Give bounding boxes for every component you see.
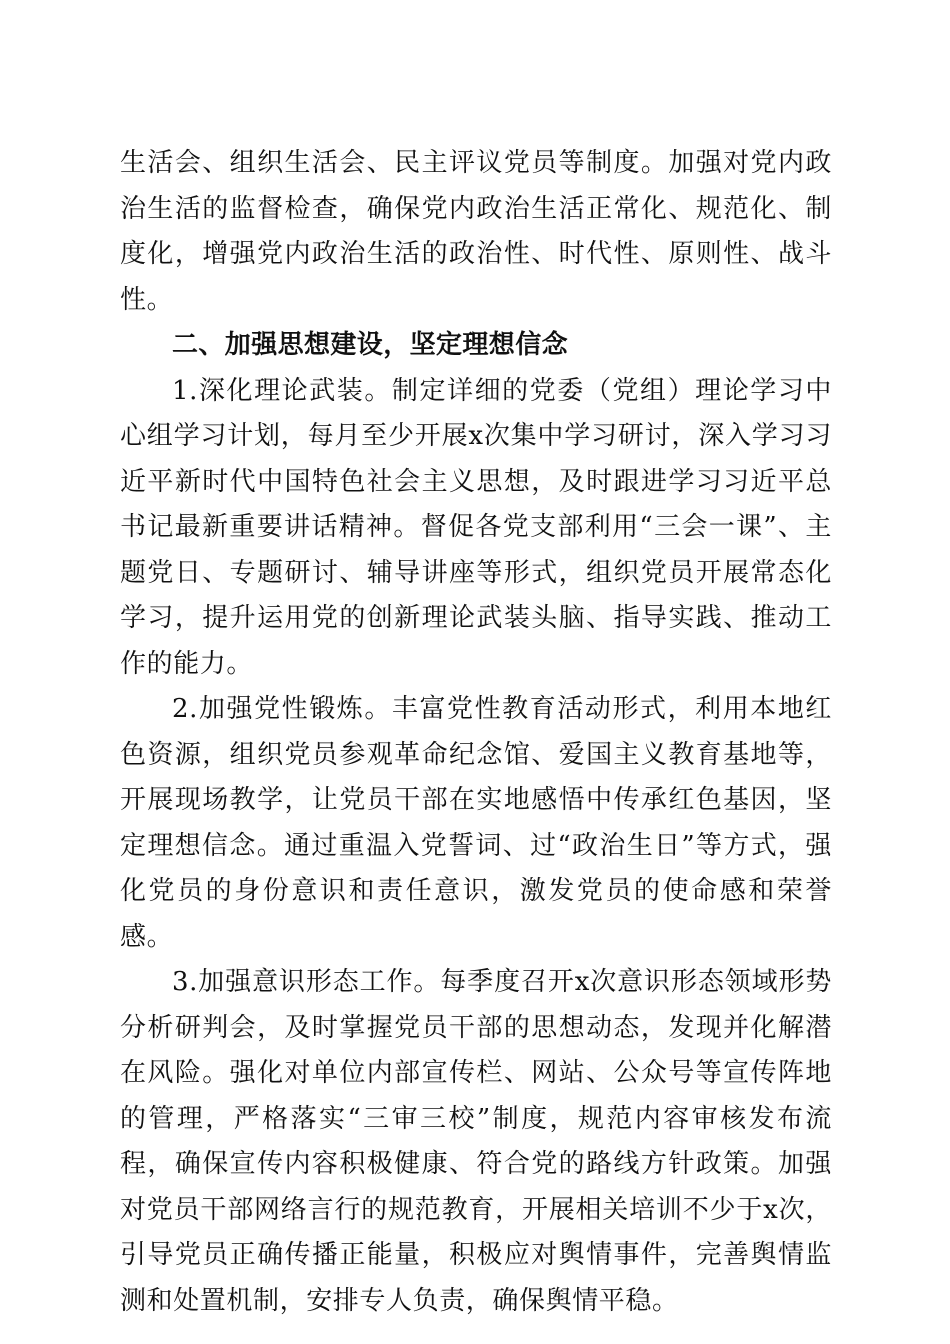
document-body bbox=[120, 141, 832, 1324]
intro-paragraph: 生活会、组织生活会、民主评议党员等制度。加强对党内政治生活的监督检查，确保党内政治生活正常化、规范化、制度化，增强党内政治生活的政治性、时代性、原则性、战斗性。 bbox=[120, 148, 832, 315]
list-item-3: 3.加强意识形态工作。每季度召开x次意识形态领域形势分析研判会，及时掌握党员干部的思想动态，发现并化解潜在风险。强化对单位内部宣传栏、网站、公众号等宣传阵地的管理，严格落实“三审三校”制度，规范内容审核发布流程，确保宣传内容积极健康、符合党的路线方针政策。加强对党员干部网络言行的规范教育，开展相关培训不少于x次，引导党员正确传播正能量，积极应对舆情事件，完善舆情监测和处置机制，安排专人负责，确保舆情平稳。 bbox=[120, 967, 832, 1316]
list-item-1: 1.深化理论武装。制定详细的党委（党组）理论学习中心组学习计划，每月至少开展x次集中学习研讨，深入学习习近平新时代中国特色社会主义思想，及时跟进学习习近平总书记最新重要讲话精神。督促各党支部利用“三会一课”、主题党日、专题研讨、辅导讲座等形式，组织党员开展常态化学习，提升运用党的创新理论武装头脑、指导实践、推动工作的能力。 bbox=[120, 375, 832, 679]
section-heading: 二、加强思想建设，坚定理想信念 bbox=[172, 330, 569, 360]
list-item-2: 2.加强党性锻炼。丰富党性教育活动形式，利用本地红色资源，组织党员参观革命纪念馆、爱国主义教育基地等，开展现场教学，让党员干部在实地感悟中传承红色基因，坚定理想信念。通过重温入党誓词、过“政治生日”等方式，强化党员的身份意识和责任意识，激发党员的使命感和荣誉感。 bbox=[120, 694, 832, 952]
